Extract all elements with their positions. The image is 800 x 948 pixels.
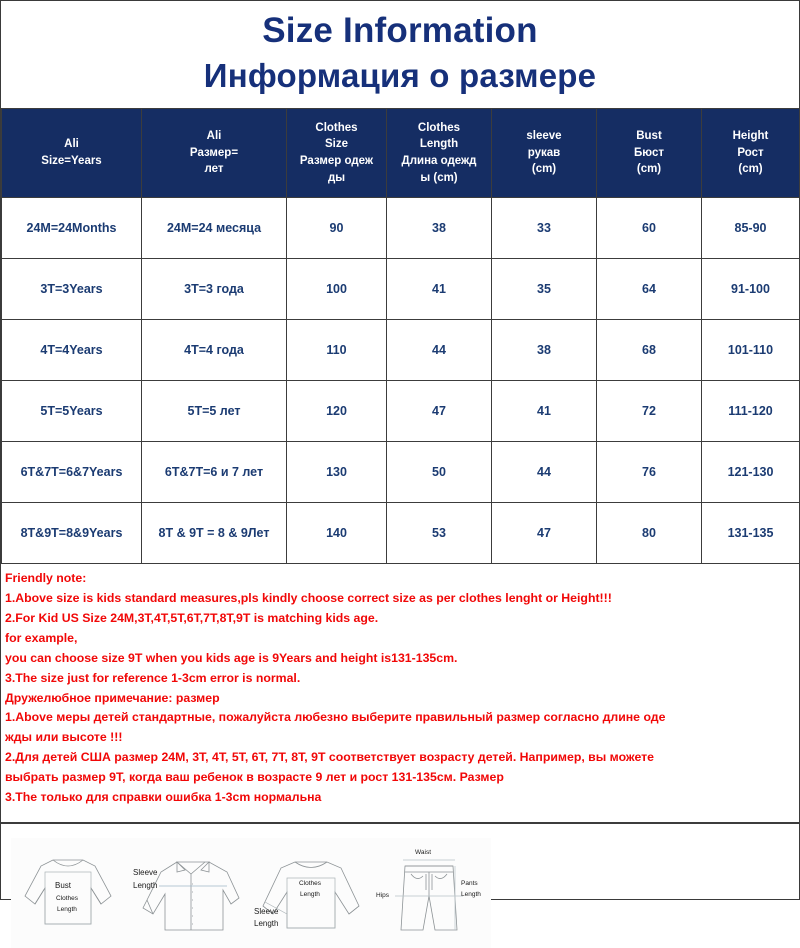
sweater-illustration	[11, 838, 131, 948]
note-line: выбрать размер 9T, когда ваш ребенок в возрасте 9 лет и рост 131-135см. Размер	[5, 770, 504, 785]
note-line: 1.Above меры детей стандартные, пожалуйста любезно выберите правильный размер согласно длине оде	[5, 710, 666, 725]
cell-height: 91-100	[702, 259, 800, 320]
cell-clothes-size: 100	[287, 259, 387, 320]
cell-clothes-length: 41	[387, 259, 492, 320]
table-row	[2, 503, 800, 564]
cell-ali-size-years: 4T=4Years	[2, 320, 142, 381]
header-line: (cm)	[738, 163, 763, 176]
sweater-clothes-label: Clothes	[56, 895, 79, 903]
note-line: 1.Above size is kids standard measures,pls kindly choose correct size as per clothes lenght or Height!!!	[5, 591, 612, 606]
table-row	[2, 259, 800, 320]
cell-height: 85-90	[702, 198, 800, 259]
cell-ali-razmer-let: 6T&7T=6 и 7 лет	[142, 442, 287, 503]
header-line: Clothes	[417, 121, 461, 134]
header-line: ды	[327, 171, 346, 184]
header-line: Height	[732, 130, 769, 143]
shirt-illustration	[131, 838, 251, 948]
table-body	[2, 198, 800, 564]
header-line: рукав	[527, 146, 561, 159]
cell-bust: 80	[597, 503, 702, 564]
illustration-row	[11, 838, 491, 948]
sweatshirt-clothes-label: Clothes	[299, 880, 322, 888]
cell-clothes-size: 110	[287, 320, 387, 381]
header-line: Length	[419, 138, 459, 151]
header-line: Ali	[206, 130, 222, 143]
header-line: Размер=	[189, 146, 239, 159]
sweater-length-label: Length	[57, 906, 77, 914]
note-line: жды или высоте !!!	[5, 730, 123, 745]
note-line: for example,	[5, 630, 78, 645]
shorts-length-label: Length	[461, 891, 481, 899]
measurement-illustrations	[1, 824, 799, 948]
note-line: 2.Для детей США размер 24M, 3T, 4T, 5T, 6T, 7T, 8T, 9T соответствует возрасту детей. Например, вы можете	[5, 750, 655, 765]
header-line: Bust	[636, 130, 662, 143]
column-header-ali-size-years	[2, 109, 142, 198]
cell-ali-razmer-let: 24M=24 месяца	[142, 198, 287, 259]
title-block	[1, 1, 799, 95]
sweatshirt-clothes-length-label: Length	[300, 891, 320, 899]
cell-ali-razmer-let: 3T=3 года	[142, 259, 287, 320]
size-table	[1, 108, 800, 564]
table-row	[2, 381, 800, 442]
shirt-length-label: Length	[133, 881, 158, 891]
sweater-icon	[11, 838, 131, 948]
column-header-bust	[597, 109, 702, 198]
header-line: Длина одежд	[401, 155, 477, 168]
cell-ali-razmer-let: 8T & 9T = 8 & 9Лет	[142, 503, 287, 564]
header-line: (cm)	[636, 163, 662, 176]
cell-height: 121-130	[702, 442, 800, 503]
cell-bust: 60	[597, 198, 702, 259]
note-heading-russian: Дружелюбное примечание: размер	[5, 690, 220, 705]
cell-clothes-length: 44	[387, 320, 492, 381]
table-row	[2, 320, 800, 381]
table-row	[2, 198, 800, 259]
shorts-waist-label: Waist	[415, 849, 432, 857]
cell-bust: 68	[597, 320, 702, 381]
cell-ali-size-years: 6T&7T=6&7Years	[2, 442, 142, 503]
shirt-icon	[131, 838, 251, 948]
cell-clothes-length: 53	[387, 503, 492, 564]
cell-bust: 72	[597, 381, 702, 442]
shirt-sleeve-label: Sleeve	[133, 868, 158, 878]
sweatshirt-sleeve-label: Sleeve	[254, 907, 279, 917]
cell-clothes-length: 38	[387, 198, 492, 259]
shorts-hips-label: Hips	[376, 892, 390, 900]
header-line: Рост	[737, 146, 764, 159]
note-line: 3.The только для справки ошибка 1-3cm нормальна	[5, 790, 322, 805]
cell-ali-razmer-let: 4T=4 года	[142, 320, 287, 381]
header-line: sleeve	[526, 130, 562, 143]
cell-sleeve: 44	[492, 442, 597, 503]
cell-clothes-size: 130	[287, 442, 387, 503]
header-line: Size=Years	[41, 155, 102, 168]
cell-clothes-length: 50	[387, 442, 492, 503]
cell-ali-size-years: 3T=3Years	[2, 259, 142, 320]
header-line: Size	[324, 138, 348, 151]
cell-clothes-length: 47	[387, 381, 492, 442]
page-title-english: Size Information	[262, 11, 538, 50]
table-header	[2, 109, 800, 198]
note-line: 2.For Kid US Size 24M,3T,4T,5T,6T,7T,8T,9T is matching kids age.	[5, 610, 379, 625]
cell-ali-size-years: 5T=5Years	[2, 381, 142, 442]
note-line: you can choose size 9T when you kids age is 9Years and height is131-135cm.	[5, 650, 458, 665]
header-line: Ali	[64, 138, 79, 151]
cell-bust: 76	[597, 442, 702, 503]
cell-sleeve: 33	[492, 198, 597, 259]
sweater-bust-label: Bust	[55, 881, 72, 891]
cell-height: 111-120	[702, 381, 800, 442]
cell-clothes-size: 120	[287, 381, 387, 442]
table-row	[2, 442, 800, 503]
cell-sleeve: 35	[492, 259, 597, 320]
table-header-row	[2, 109, 800, 198]
note-heading: Friendly note:	[5, 571, 87, 586]
cell-ali-size-years: 24M=24Months	[2, 198, 142, 259]
note-line: 3.The size just for reference 1-3cm error is normal.	[5, 670, 301, 685]
sweatshirt-illustration	[251, 838, 371, 948]
column-header-sleeve	[492, 109, 597, 198]
header-line: (cm)	[531, 163, 557, 176]
header-line: лет	[204, 163, 224, 176]
column-header-clothes-length	[387, 109, 492, 198]
column-header-height	[702, 109, 800, 198]
cell-ali-razmer-let: 5T=5 лет	[142, 381, 287, 442]
shorts-pants-label: Pants	[461, 880, 478, 888]
column-header-clothes-size	[287, 109, 387, 198]
header-line: Размер одеж	[299, 155, 374, 168]
friendly-notes	[1, 564, 799, 808]
header-line: ы (cm)	[420, 171, 458, 184]
cell-height: 101-110	[702, 320, 800, 381]
cell-sleeve: 47	[492, 503, 597, 564]
sweatshirt-length-label: Length	[254, 919, 279, 929]
cell-bust: 64	[597, 259, 702, 320]
column-header-ali-razmer-let	[142, 109, 287, 198]
shorts-illustration	[371, 838, 491, 948]
header-line: Бюст	[634, 146, 664, 159]
page-title-russian: Информация о размере	[203, 57, 597, 95]
cell-clothes-size: 90	[287, 198, 387, 259]
cell-height: 131-135	[702, 503, 800, 564]
cell-sleeve: 38	[492, 320, 597, 381]
cell-ali-size-years: 8T&9T=8&9Years	[2, 503, 142, 564]
header-line: Clothes	[315, 121, 358, 134]
cell-sleeve: 41	[492, 381, 597, 442]
cell-clothes-size: 140	[287, 503, 387, 564]
